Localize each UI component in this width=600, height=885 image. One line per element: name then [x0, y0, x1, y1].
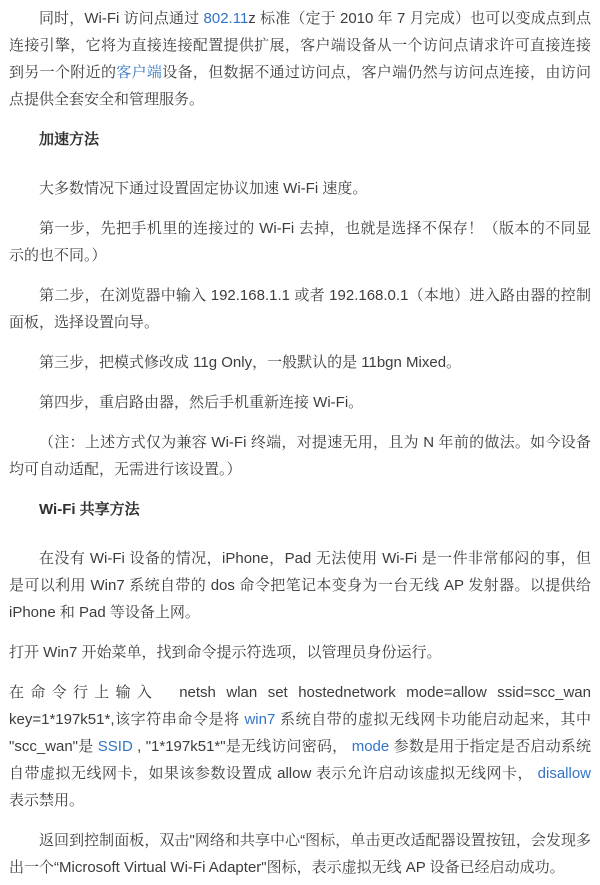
section-heading	[9, 496, 591, 523]
paragraph	[9, 639, 591, 666]
inline-link[interactable]: SSID	[97, 738, 133, 755]
text-run: 第一步，先把手机里的连接过的 Wi-Fi 去掉，也就是选择不保存！（版本的不同显示的也不同。）	[9, 220, 591, 264]
paragraph	[9, 5, 591, 113]
text-run: 同时，Wi-Fi 访问点通过	[39, 10, 204, 27]
text-run: z 标准（定于 2010 年 7 月完成）也可以变成点到点连接引擎，它将为直接连接配置提供扩展，客户端设备从一个访问点请求许可直接连接到另一个附近的	[9, 10, 591, 81]
text-run: 设备，但数据不通过访问点，客户端仍然与访问点连接，由访问点提供全套安全和管理服务。	[9, 64, 591, 108]
text-run: 第二步，在浏览器中输入 192.168.1.1 或者 192.168.0.1（本地）进入路由器的控制面板，选择设置向导。	[9, 287, 591, 331]
inline-link[interactable]: 802.11	[203, 10, 249, 27]
paragraph	[9, 429, 591, 483]
paragraph	[9, 679, 591, 814]
inline-link[interactable]: win7	[244, 711, 276, 728]
text-run: 第四步，重启路由器，然后手机重新连接 Wi-Fi。	[39, 394, 364, 411]
paragraph	[9, 215, 591, 269]
text-run: 参数是用于指定是否启动系统自带虚拟无线网卡，如果该参数设置成 allow 表示允许启动该虚拟无线网卡，	[9, 738, 591, 782]
text-run: 在命令行上输入 netsh wlan set hostednetwork mode=allow ssid=scc_wan key=1*197k51*,该字符串命令是将	[9, 684, 591, 728]
inline-link[interactable]: disallow	[537, 765, 591, 782]
paragraph	[9, 389, 591, 416]
text-run: 加速方法	[39, 131, 100, 148]
text-run: 在没有 Wi-Fi 设备的情况，iPhone，Pad 无法使用 Wi-Fi 是一件非常郁闷的事，但是可以利用 Win7 系统自带的 dos 命令把笔记本变身为一台无线 AP 发射器。以提供给 iPhone 和 Pad 等设备上网。	[9, 550, 591, 621]
inline-link[interactable]: mode	[351, 738, 390, 755]
text-run: 第三步，把模式修改成 11g Only，一般默认的是 11bgn Mixed。	[39, 354, 462, 371]
text-run: 大多数情况下通过设置固定协议加速 Wi-Fi 速度。	[39, 180, 368, 197]
paragraph	[9, 827, 591, 881]
text-run: 打开 Win7 开始菜单，找到命令提示符选项，以管理员身份运行。	[9, 644, 442, 661]
text-run: （注：上述方式仅为兼容 Wi-Fi 终端，对提速无用，且为 N 年前的做法。如今设备均可自动适配，无需进行该设置。）	[9, 434, 591, 478]
inline-link[interactable]: 客户端	[116, 64, 163, 81]
paragraph	[9, 175, 591, 202]
text-run: 返回到控制面板，双击"网络和共享中心“图标，单击更改适配器设置按钮，会发现多出一个“Microsoft Virtual Wi-Fi Adapter"图标，表示虚拟无线 AP 设备已经启动成功。	[9, 832, 591, 876]
paragraph	[9, 282, 591, 336]
paragraph	[9, 349, 591, 376]
paragraph	[9, 545, 591, 626]
text-run: Wi-Fi 共享方法	[39, 501, 140, 518]
text-run: , "1*197k51*"是无线访问密码，	[132, 738, 352, 755]
text-run: 表示禁用。	[9, 792, 85, 809]
section-heading	[9, 126, 591, 153]
text-run: 系统自带的虚拟无线网卡功能启动起来，其中 "scc_wan"是	[9, 711, 591, 755]
